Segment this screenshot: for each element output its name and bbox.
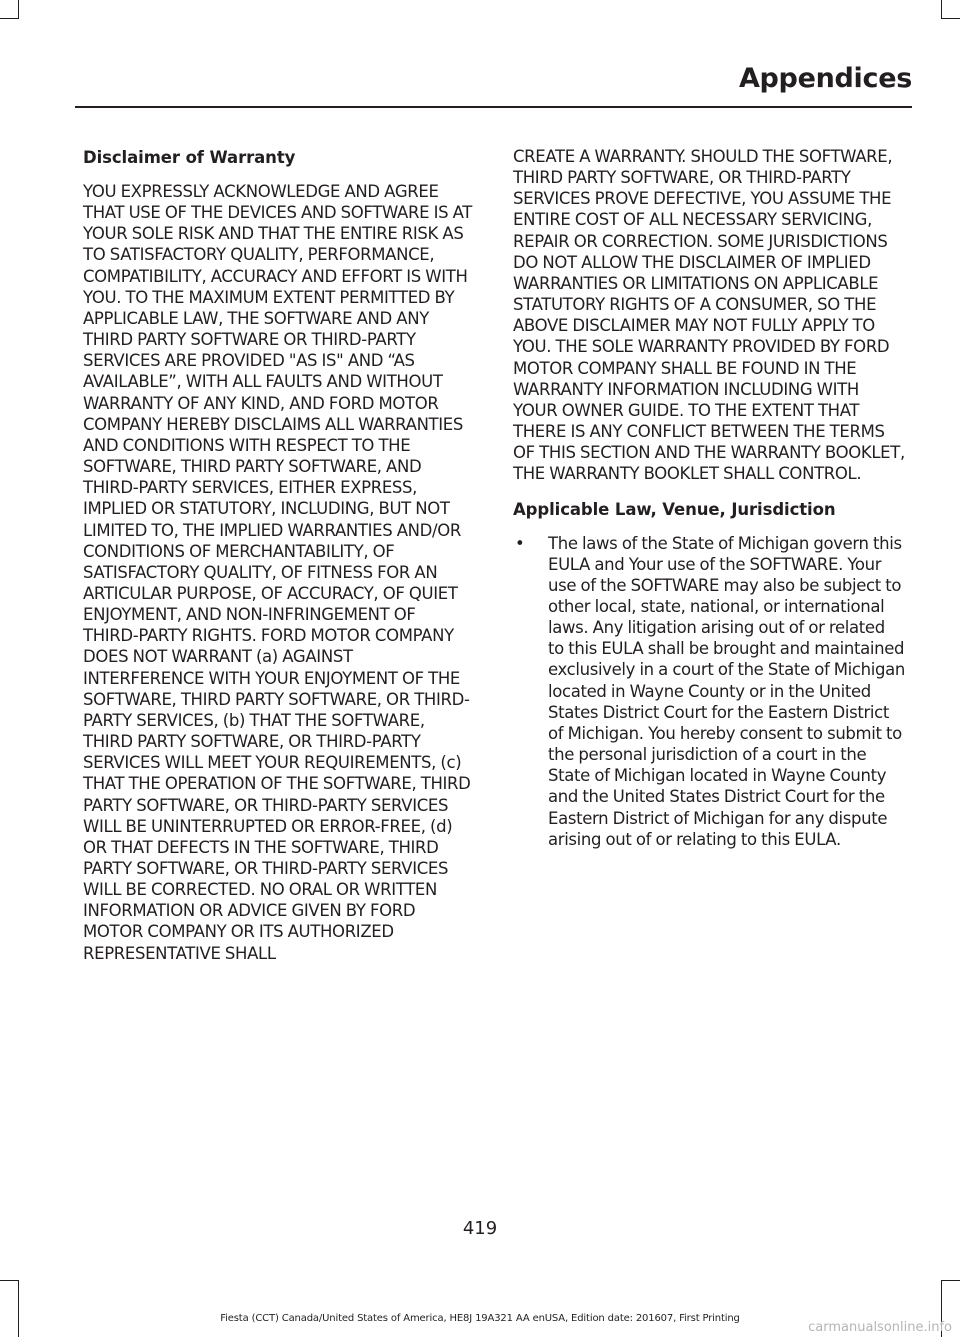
crop-mark-top-right-h xyxy=(941,18,960,19)
crop-mark-top-left xyxy=(18,0,19,19)
crop-mark-top-right xyxy=(941,0,942,19)
right-column xyxy=(513,146,905,850)
crop-mark-bottom-left xyxy=(18,1280,19,1337)
section-title: Appendices xyxy=(738,63,912,94)
applicable-law-heading: Applicable Law, Venue, Jurisdiction xyxy=(513,499,836,519)
watermark[interactable]: carmanualsonline.info xyxy=(808,1320,952,1335)
disclaimer-heading: Disclaimer of Warranty xyxy=(83,148,296,167)
crop-mark-bottom-right-h xyxy=(941,1280,960,1281)
crop-mark-bottom-left-h xyxy=(0,1280,19,1281)
header-rule xyxy=(75,106,912,108)
footer-edition-info: Fiesta (CCT) Canada/United States of America, HE8J 19A321 AA enUSA, Edition date: 201607, First Printing xyxy=(220,1313,740,1324)
disclaimer-continuation: CREATE A WARRANTY. SHOULD THE SOFTWARE, THIRD PARTY SOFTWARE, OR THIRD-PARTY SERVICES PROVE DEFECTIVE, YOU ASSUME THE ENTIRE COST OF ALL NECESSARY SERVICING, REPAIR OR CORRECTION. SOME JURISDICTIONS DO NOT ALLOW THE DISCLAIMER OF IMPLIED WARRANTIES OR LIMITATIONS ON APPLICABLE STATUTORY RIGHTS OF A CONSUMER, SO THE ABOVE DISCLAIMER MAY NOT FULLY APPLY TO YOU. THE SOLE WARRANTY PROVIDED BY FORD MOTOR COMPANY SHALL BE FOUND IN THE WARRANTY INFORMATION INCLUDING WITH YOUR OWNER GUIDE. TO THE EXTENT THAT THERE IS ANY CONFLICT BETWEEN THE TERMS OF THIS SECTION AND THE WARRANTY BOOKLET, THE WARRANTY BOOKLET SHALL CONTROL. xyxy=(513,147,905,484)
crop-mark-top-left-h xyxy=(0,18,19,19)
left-column xyxy=(83,146,475,964)
list-item-text: The laws of the State of Michigan govern this EULA and Your use of the SOFTWARE. Your use of the SOFTWARE may also be subject to other local, state, national, or international laws. Any litigation arising out of or related to this EULA shall be brought and maintained exclusively in a court of the State of Michigan located in Wayne County or in the United States District Court for the Eastern District of Michigan. You hereby consent to submit to the personal jurisdiction of a court in the State of Michigan located in Wayne County and the United States District Court for the Eastern District of Michigan for any dispute arising out of or relating to this EULA. xyxy=(548,533,905,849)
disclaimer-body: YOU EXPRESSLY ACKNOWLEDGE AND AGREE THAT USE OF THE DEVICES AND SOFTWARE IS AT YOUR SOLE RISK AND THAT THE ENTIRE RISK AS TO SATISFACTORY QUALITY, PERFORMANCE, COMPATIBILITY, ACCURACY AND EFFORT IS WITH YOU. TO THE MAXIMUM EXTENT PERMITTED BY APPLICABLE LAW, THE SOFTWARE AND ANY THIRD PARTY SOFTWARE OR THIRD-PARTY SERVICES ARE PROVIDED "AS IS" AND “AS AVAILABLE”, WITH ALL FAULTS AND WITHOUT WARRANTY OF ANY KIND, AND FORD MOTOR COMPANY HEREBY DISCLAIMS ALL WARRANTIES AND CONDITIONS WITH RESPECT TO THE SOFTWARE, THIRD PARTY SOFTWARE, AND THIRD-PARTY SERVICES, EITHER EXPRESS, IMPLIED OR STATUTORY, INCLUDING, BUT NOT LIMITED TO, THE IMPLIED WARRANTIES AND/OR CONDITIONS OF MERCHANTABILITY, OF SATISFACTORY QUALITY, OF FITNESS FOR AN ARTICULAR PURPOSE, OF ACCURACY, OF QUIET ENJOYMENT, AND NON-INFRINGEMENT OF THIRD-PARTY RIGHTS. FORD MOTOR COMPANY DOES NOT WARRANT (a) AGAINST INTERFERENCE WITH YOUR ENJOYMENT OF THE SOFTWARE, THIRD PARTY SOFTWARE, OR THIRD-PARTY SERVICES, (b) THAT THE SOFTWARE, THIRD PARTY SOFTWARE, OR THIRD-PARTY SERVICES WILL MEET YOUR REQUIREMENTS, (c) THAT THE OPERATION OF THE SOFTWARE, THIRD PARTY SOFTWARE, OR THIRD-PARTY SERVICES WILL BE UNINTERRUPTED OR ERROR-FREE, (d) OR THAT DEFECTS IN THE SOFTWARE, THIRD PARTY SOFTWARE, OR THIRD-PARTY SERVICES WILL BE CORRECTED. NO ORAL OR WRITTEN INFORMATION OR ADVICE GIVEN BY FORD MOTOR COMPANY OR ITS AUTHORIZED REPRESENTATIVE SHALL xyxy=(83,182,472,963)
bullet-icon: • xyxy=(515,533,525,553)
applicable-law-list xyxy=(513,533,905,850)
list-item xyxy=(513,533,905,850)
page-number: 419 xyxy=(462,1218,498,1239)
